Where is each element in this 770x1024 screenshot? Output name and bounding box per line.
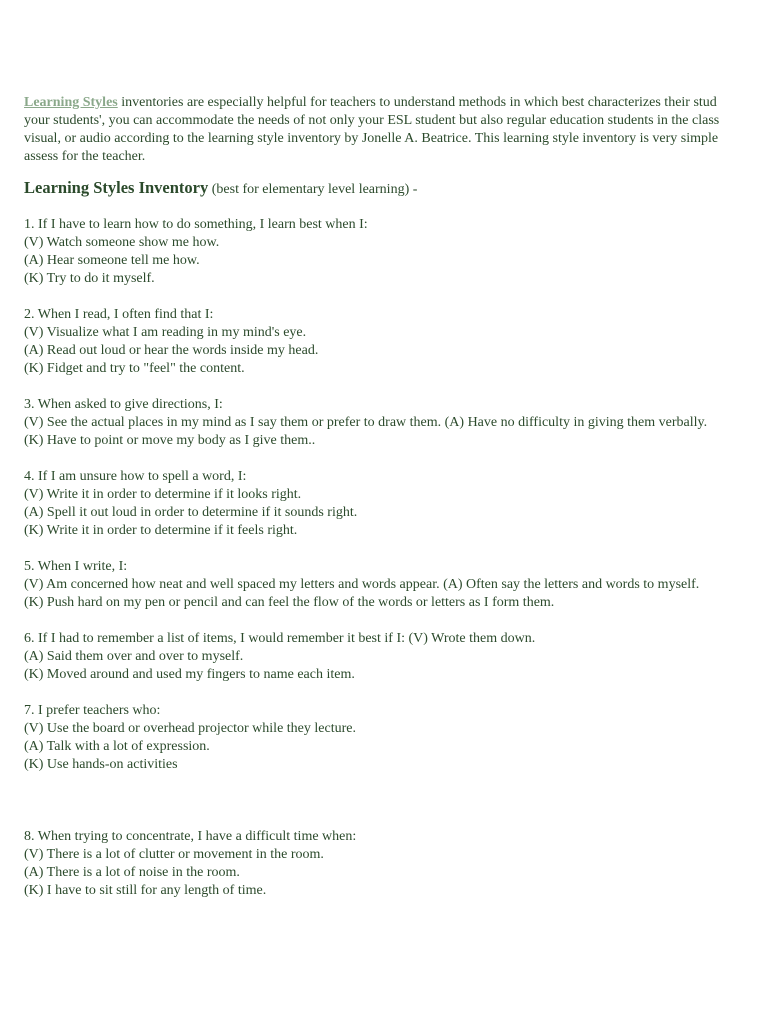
question-7-option-k: (K) Use hands-on activities: [24, 757, 178, 772]
inventory-subtitle: (best for elementary level learning) -: [208, 182, 418, 197]
question-6-option-k: (K) Moved around and used my fingers to name each item.: [24, 667, 355, 682]
question-2-option-k: (K) Fidget and try to "feel" the content.: [24, 361, 245, 376]
question-1-option-k: (K) Try to do it myself.: [24, 271, 155, 286]
question-4-option-a: (A) Spell it out loud in order to determine if it sounds right.: [24, 505, 358, 520]
inventory-title: Learning Styles Inventory: [24, 178, 209, 197]
intro-line-3: visual, or audio according to the learning style inventory by Jonelle A. Beatrice. This learning style inventory is very simple: [24, 131, 719, 146]
question-8-option-a: (A) There is a lot of noise in the room.: [24, 865, 240, 880]
question-1-option-a: (A) Hear someone tell me how.: [24, 253, 200, 268]
learning-styles-link[interactable]: Learning Styles: [24, 95, 118, 110]
question-6-prompt: 6. If I had to remember a list of items, I would remember it best if I: (V) Wrote them down.: [24, 631, 536, 646]
question-4: [24, 468, 770, 540]
question-2-option-v: (V) Visualize what I am reading in my mind's eye.: [24, 325, 307, 340]
question-7: [24, 702, 770, 774]
question-5: [24, 558, 770, 612]
question-6-option-a: (A) Said them over and over to myself.: [24, 649, 244, 664]
document-body: [24, 94, 770, 900]
question-1-prompt: 1. If I have to learn how to do something, I learn best when I:: [24, 217, 368, 232]
question-8-prompt: 8. When trying to concentrate, I have a difficult time when:: [24, 829, 357, 844]
question-2-option-a: (A) Read out loud or hear the words inside my head.: [24, 343, 319, 358]
question-8-option-v: (V) There is a lot of clutter or movement in the room.: [24, 847, 324, 862]
question-3-option-k: (K) Have to point or move my body as I give them..: [24, 433, 316, 448]
intro-line-1-text: inventories are especially helpful for teachers to understand methods in which best characterizes their stud: [117, 95, 717, 110]
question-2: [24, 306, 770, 378]
question-1-option-v: (V) Watch someone show me how.: [24, 235, 220, 250]
question-7-prompt: 7. I prefer teachers who:: [24, 703, 161, 718]
question-7-option-a: (A) Talk with a lot of expression.: [24, 739, 210, 754]
question-8: [24, 828, 770, 900]
question-7-option-v: (V) Use the board or overhead projector while they lecture.: [24, 721, 356, 736]
question-5-option-v-a: (V) Am concerned how neat and well spaced my letters and words appear. (A) Often say the letters and words to myself.: [24, 577, 700, 592]
question-5-prompt: 5. When I write, I:: [24, 559, 128, 574]
question-8-option-k: (K) I have to sit still for any length of time.: [24, 883, 267, 898]
question-3: [24, 396, 770, 450]
question-1: [24, 216, 770, 288]
intro-paragraph: [24, 94, 770, 166]
question-4-option-v: (V) Write it in order to determine if it looks right.: [24, 487, 302, 502]
inventory-heading: [24, 178, 770, 200]
intro-line-4: assess for the teacher.: [24, 149, 146, 164]
question-5-option-k: (K) Push hard on my pen or pencil and can feel the flow of the words or letters as I form them.: [24, 595, 555, 610]
question-2-prompt: 2. When I read, I often find that I:: [24, 307, 214, 322]
question-3-option-v-a: (V) See the actual places in my mind as I say them or prefer to draw them. (A) Have no difficulty in giving them verbally.: [24, 415, 708, 430]
question-4-option-k: (K) Write it in order to determine if it feels right.: [24, 523, 298, 538]
question-6: [24, 630, 770, 684]
intro-line-2: your students', you can accommodate the needs of not only your ESL student but also regular education students in the class: [24, 113, 720, 128]
question-4-prompt: 4. If I am unsure how to spell a word, I:: [24, 469, 247, 484]
question-3-prompt: 3. When asked to give directions, I:: [24, 397, 223, 412]
intro-line-1: [24, 94, 770, 112]
